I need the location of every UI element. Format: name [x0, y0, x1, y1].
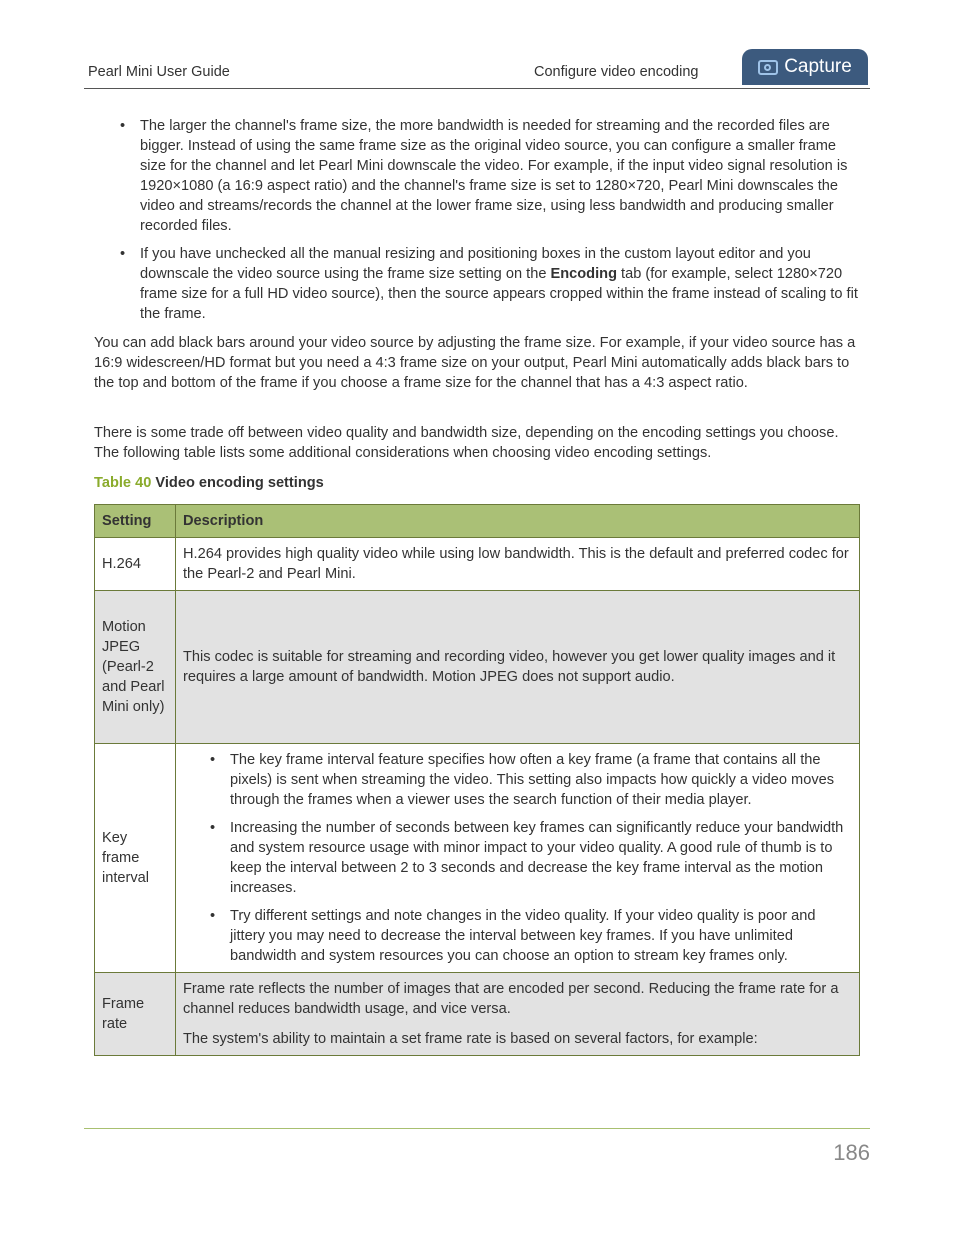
setting-cell: Motion JPEG (Pearl-2 and Pearl Mini only)	[95, 591, 176, 744]
bullet-item: • Try different settings and note changes in the video quality. If your video quality is poor and jittery you may need to decrease the interval between key frames. If you have unlimited bandwidth and system resources you can choose an option to stream key frames only.	[210, 906, 852, 966]
video-encoding-settings-table	[94, 504, 860, 1056]
guide-title: Pearl Mini User Guide	[88, 64, 230, 80]
table-caption: Table 40 Video encoding settings	[94, 475, 324, 491]
table-row	[95, 973, 860, 1056]
setting-cell: Frame rate	[95, 973, 176, 1056]
table-header-row	[95, 505, 860, 538]
intro-bullet-list	[120, 116, 860, 332]
page-header	[84, 40, 870, 89]
setting-cell: Key frame interval	[95, 744, 176, 973]
setting-cell: H.264	[95, 538, 176, 591]
encoding-tab-ref: Encoding	[550, 266, 617, 282]
capture-brand-tab	[742, 49, 868, 85]
table-row	[95, 591, 860, 744]
table-row	[95, 744, 860, 973]
page-number: 186	[833, 1140, 870, 1165]
bullet-item: • The key frame interval feature specifies how often a key frame (a frame that contains all the pixels) is sent when streaming the video. This setting also impacts how quickly a video moves through the frames when a viewer uses the search function of their media player.	[210, 750, 852, 810]
footer-divider	[84, 1128, 870, 1129]
brand-label: Capture	[784, 56, 852, 77]
bullet-item: • If you have unchecked all the manual resizing and positioning boxes in the custom layout editor and you downscale the video source using the frame size setting on the Encoding tab (for example, select 1280×720 frame size for a full HD video source), then the source appears cropped within the frame instead of scaling to fit the frame.	[120, 244, 860, 324]
table-row	[95, 538, 860, 591]
description-cell: This codec is suitable for streaming and recording video, however you get lower quality images and it requires a large amount of bandwidth. Motion JPEG does not support audio.	[176, 591, 860, 744]
paragraph-tradeoff: There is some trade off between video quality and bandwidth size, depending on the encoding settings you choose. The following table lists some additional considerations when choosing video encoding settings.	[94, 425, 839, 461]
bullet-item: • Increasing the number of seconds between key frames can significantly reduce your bandwidth and system resource usage with minor impact to your video quality. A good rule of thumb is to keep the interval between 2 to 3 seconds and decrease the key frame interval as the motion increases.	[210, 818, 852, 898]
description-cell: H.264 provides high quality video while using low bandwidth. This is the default and preferred codec for the Pearl-2 and Pearl Mini.	[176, 538, 860, 591]
camera-icon	[758, 60, 778, 75]
paragraph-black-bars: You can add black bars around your video source by adjusting the frame size. For example, if your video source has a 16:9 widescreen/HD format but you need a 4:3 frame size on your output, Pearl Mini automatically adds black bars to the top and bottom of the frame if you choose a frame size for the channel that has a 4:3 aspect ratio.	[94, 335, 856, 391]
section-title: Configure video encoding	[534, 64, 699, 80]
bullet-item: • The larger the channel's frame size, the more bandwidth is needed for streaming and the recorded files are bigger. Instead of using the same frame size as the original video source, you can configure a smaller frame size for the channel and let Pearl Mini downscale the video. For example, if the input video signal resolution is 1920×1080 (a 16:9 aspect ratio) and the channel's frame size is set to 1280×720, Pearl Mini downscales the video and streams/records the channel at the lower frame size, using less bandwidth and producing smaller recorded files.	[120, 116, 860, 236]
header-description: Description	[176, 505, 860, 538]
description-cell	[176, 744, 860, 973]
header-setting: Setting	[95, 505, 176, 538]
description-cell: Frame rate reflects the number of images that are encoded per second. Reducing the frame rate for a channel reduces bandwidth usage, and vice versa. The system's ability to maintain a set frame rate is based on several factors, for example:	[176, 973, 860, 1056]
